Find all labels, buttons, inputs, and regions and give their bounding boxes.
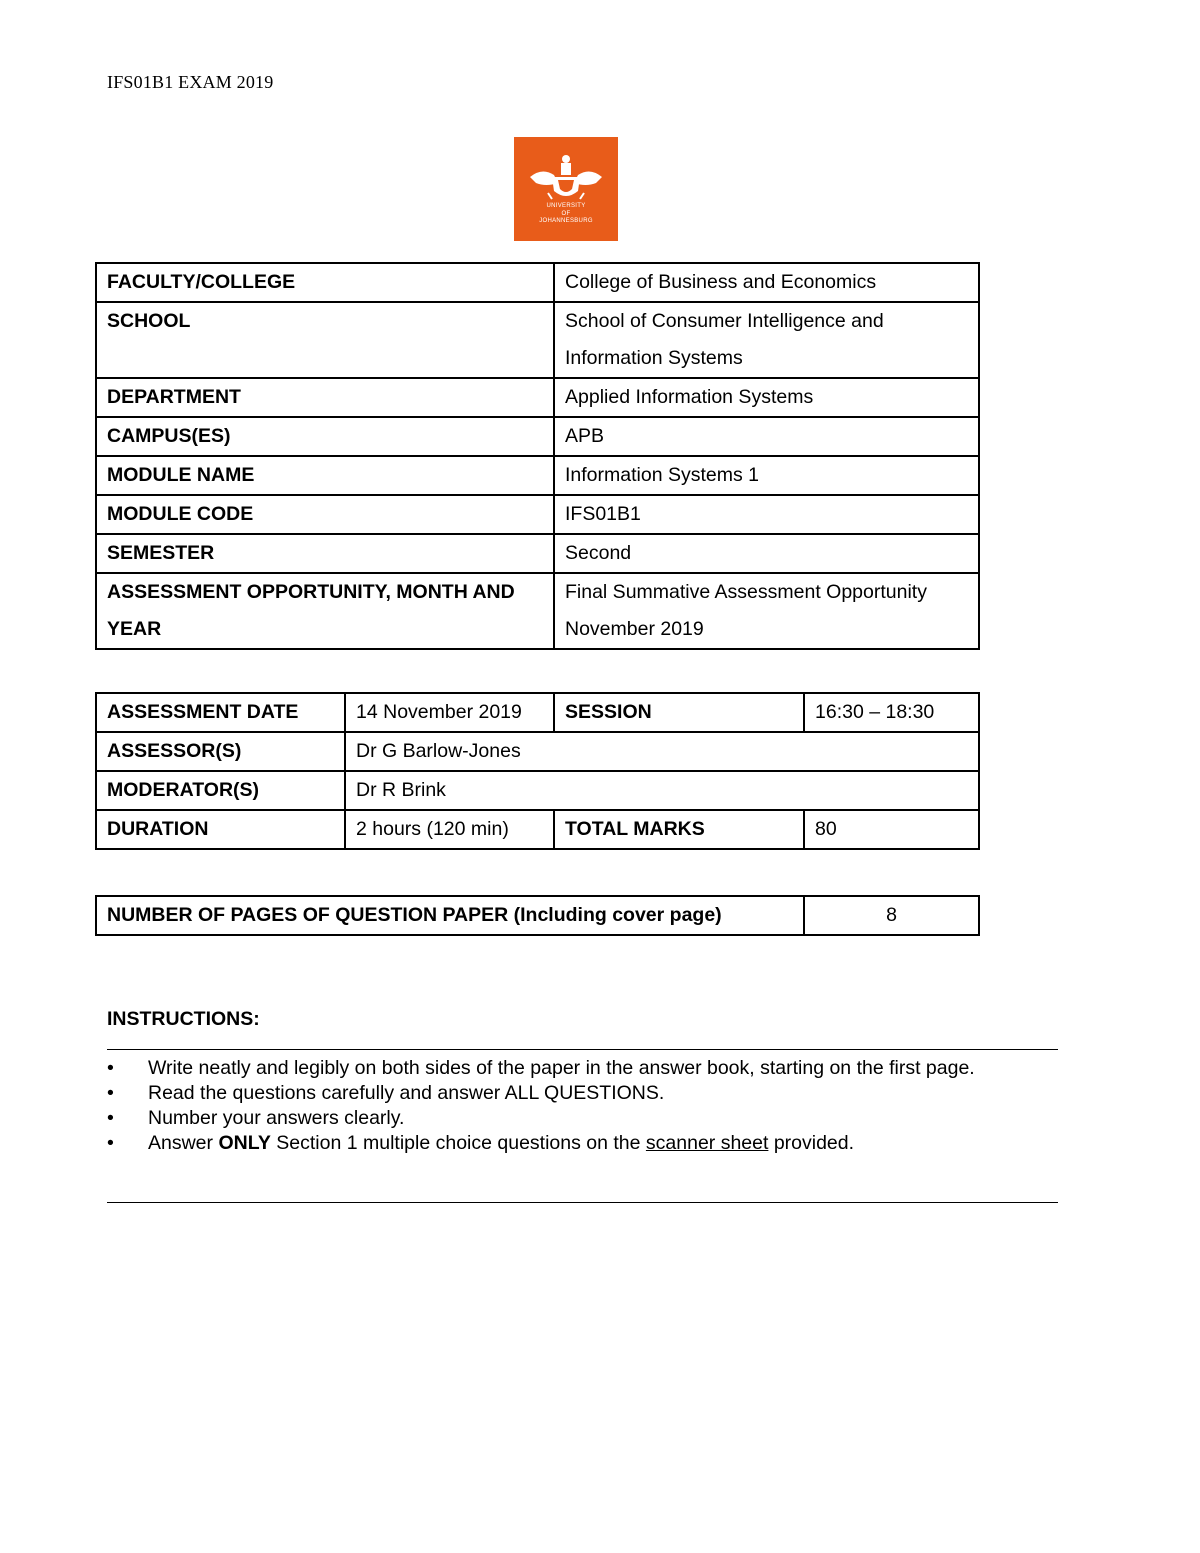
- instruction-text: Answer: [148, 1132, 219, 1154]
- table-row: [96, 495, 979, 534]
- table-row: [96, 302, 979, 378]
- divider: [107, 1202, 1058, 1203]
- list-item: [107, 1081, 1027, 1106]
- table-row: [96, 456, 979, 495]
- school-label: SCHOOL: [96, 302, 554, 378]
- assessor-label: ASSESSOR(S): [96, 732, 345, 771]
- instruction-text: provided.: [768, 1132, 855, 1154]
- instruction-text: Section 1 multiple choice questions on the: [270, 1132, 646, 1154]
- school-value: School of Consumer Intelligence and Information Systems: [554, 302, 979, 378]
- logo-text-of: OF: [561, 211, 571, 217]
- document-header: IFS01B1 EXAM 2019: [107, 72, 274, 92]
- module-code-value: IFS01B1: [554, 495, 979, 534]
- list-item: [107, 1106, 1027, 1131]
- assessor-value: Dr G Barlow-Jones: [345, 732, 979, 771]
- divider: [107, 1049, 1058, 1050]
- instruction-emphasis: ONLY: [218, 1132, 271, 1154]
- table-row: [96, 896, 979, 935]
- assessment-opportunity-value: Final Summative Assessment Opportunity November 2019: [554, 573, 979, 649]
- table-row: [96, 810, 979, 849]
- page-count-value: 8: [804, 896, 979, 935]
- table-row: [96, 771, 979, 810]
- department-value: Applied Information Systems: [554, 378, 979, 417]
- table-row: [96, 573, 979, 649]
- duration-value: 2 hours (120 min): [345, 810, 554, 849]
- university-crest-icon: [514, 137, 618, 241]
- page-count-label: NUMBER OF PAGES OF QUESTION PAPER (Including cover page): [96, 896, 804, 935]
- campus-label: CAMPUS(ES): [96, 417, 554, 456]
- semester-label: SEMESTER: [96, 534, 554, 573]
- session-value: 16:30 – 18:30: [804, 693, 979, 732]
- module-code-label: MODULE CODE: [96, 495, 554, 534]
- total-marks-label: TOTAL MARKS: [554, 810, 804, 849]
- table-row: [96, 417, 979, 456]
- instruction-text: Write neatly and legibly on both sides of the paper in the answer book, starting on the first page.: [148, 1057, 975, 1079]
- university-logo: [514, 137, 618, 241]
- faculty-value: College of Business and Economics: [554, 263, 979, 302]
- logo-text-university: UNIVERSITY: [546, 203, 586, 209]
- page-count-table: [95, 895, 980, 936]
- logo-text-johannesburg: JOHANNESBURG: [539, 218, 593, 224]
- instructions-list: [107, 1056, 1027, 1156]
- instruction-text: Read the questions carefully and answer ALL QUESTIONS.: [148, 1082, 665, 1104]
- campus-value: APB: [554, 417, 979, 456]
- table-row: [96, 534, 979, 573]
- session-label: SESSION: [554, 693, 804, 732]
- instructions-title: INSTRUCTIONS:: [107, 1008, 260, 1030]
- list-item: [107, 1131, 1027, 1156]
- module-name-value: Information Systems 1: [554, 456, 979, 495]
- department-label: DEPARTMENT: [96, 378, 554, 417]
- instruction-underline: scanner sheet: [645, 1132, 769, 1154]
- assessment-info-table: [95, 692, 980, 850]
- assessment-date-label: ASSESSMENT DATE: [96, 693, 345, 732]
- module-name-label: MODULE NAME: [96, 456, 554, 495]
- table-row: [96, 263, 979, 302]
- instruction-text: Number your answers clearly.: [148, 1107, 405, 1129]
- assessment-date-value: 14 November 2019: [345, 693, 554, 732]
- faculty-label: FACULTY/COLLEGE: [96, 263, 554, 302]
- duration-label: DURATION: [96, 810, 345, 849]
- assessment-opportunity-label: ASSESSMENT OPPORTUNITY, MONTH AND YEAR: [96, 573, 554, 649]
- table-row: [96, 378, 979, 417]
- moderator-label: MODERATOR(S): [96, 771, 345, 810]
- semester-value: Second: [554, 534, 979, 573]
- total-marks-value: 80: [804, 810, 979, 849]
- table-row: [96, 693, 979, 732]
- table-row: [96, 732, 979, 771]
- module-details-table: [95, 262, 980, 650]
- moderator-value: Dr R Brink: [345, 771, 979, 810]
- list-item: [107, 1056, 1027, 1081]
